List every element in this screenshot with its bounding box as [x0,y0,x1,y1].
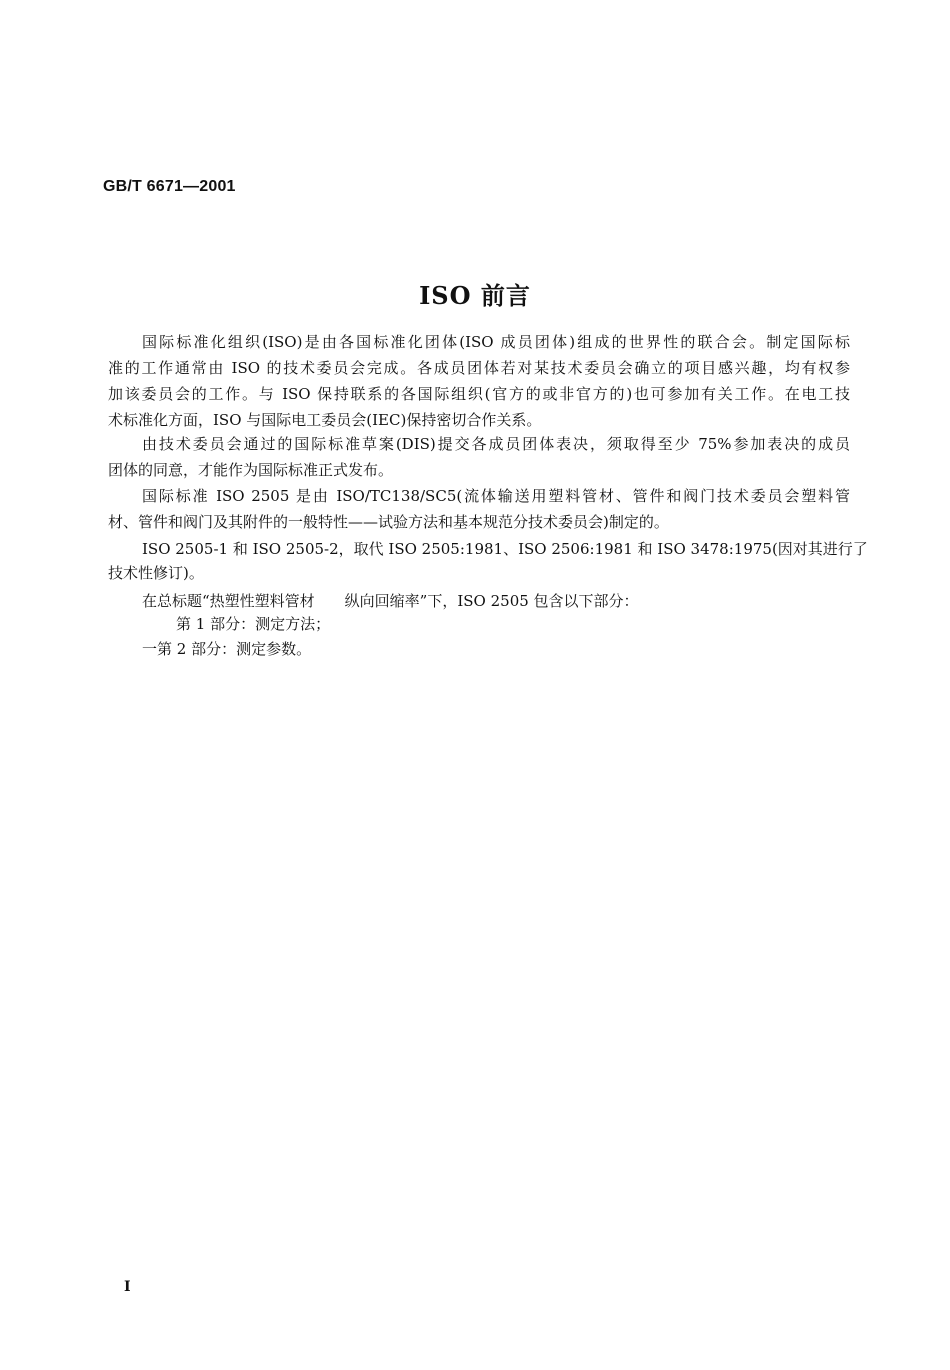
page-number: I [124,1279,131,1295]
body-line-4: 术标准化方面，ISO 与国际电工委员会(IEC)保持密切合作关系。 [108,411,542,429]
body-line-11: 在总标题“热塑性塑料管材 纵向回缩率”下，ISO 2505 包含以下部分： [142,592,639,610]
body-line-7: 国际标准 ISO 2505 是由 ISO/TC138/SC5(流体输送用塑料管材、管件和阀门技术委员会塑料管 [142,487,850,505]
body-line-10: 技术性修订)。 [108,564,204,582]
body-line-9: ISO 2505-1 和 ISO 2505-2，取代 ISO 2505:1981、ISO 2506:1981 和 ISO 3478:1975(因对其进行了 [142,540,868,558]
page-title: ISO 前言 [419,281,531,310]
list-item-part-1: 第 1 部分：测定方法； [176,615,331,633]
body-line-3: 加该委员会的工作。与 ISO 保持联系的各国际组织(官方的或非官方的)也可参加有关工作。在电工技 [108,385,850,403]
body-line-1: 国际标准化组织(ISO)是由各国标准化团体(ISO 成员团体)组成的世界性的联合会。制定国际标 [142,333,850,351]
standard-code: GB/T 6671—2001 [103,178,236,195]
list-item-part-2: 一第 2 部分：测定参数。 [142,640,312,658]
body-line-5: 由技术委员会通过的国际标准草案(DIS)提交各成员团体表决，须取得至少 75%参加表决的成员 [142,435,850,453]
body-line-2: 准的工作通常由 ISO 的技术委员会完成。各成员团体若对某技术委员会确立的项目感兴趣，均有权参 [108,359,850,377]
body-line-6: 团体的同意，才能作为国际标准正式发布。 [108,461,394,479]
body-line-8: 材、管件和阀门及其附件的一般特性——试验方法和基本规范分技术委员会)制定的。 [108,513,669,531]
